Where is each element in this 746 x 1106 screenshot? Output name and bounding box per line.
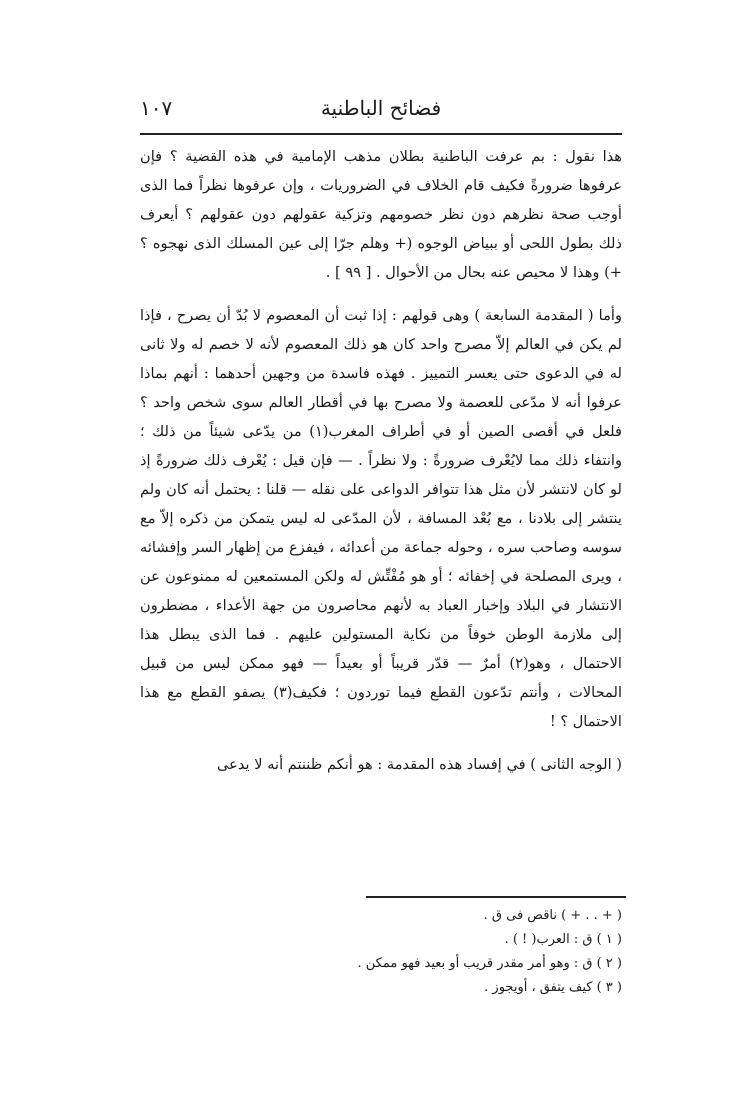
main-text	[140, 142, 622, 779]
footnote: ( ٣ ) كيف يتفق ، أويجوز .	[484, 980, 622, 995]
footnote: ( ٢ ) ق : وهو أمر مقدر قريب أو بعيد فهو ممكن .	[357, 956, 622, 971]
footnote-rule	[366, 896, 626, 898]
paragraph-3: ( الوجه الثانى ) في إفساد هذه المقدمة : هو أنكم ظننتم أنه لا يدعى	[217, 756, 622, 773]
paragraph-2: وأما ( المقدمة السابعة ) وهى قولهم : إذا ثبت أن المعصوم لا بُدّ أن يصرح ، فإذا لم يكن في العالم إلاّ مصرح واحد كان هو ذلك المعصوم لأنه لا خصم له ولا ثانى له في الدعوى حتى يعسر التمييز . فهذه فاسدة من وجهين أحدهما : أنهم بماذا عرفوا أنه لا مدّعى للعصمة ولا مصرح بها في أقطار العالم سوى شخص واحد ؟ فلعل في أقصى الصين أو في أطراف المغرب(١) من يدّعى شيئاً من ذلك ؛ وانتفاء ذلك مما لايُعْرف ضرورةً : ولا نظراً . — فإن قيل : يُعْرف ذلك ضرورةً إذ لو كان لانتشر لأن مثل هذا تتوافر الدواعى على نقله — قلنا : يحتمل أنه كان ولم ينتشر إلى بلادنا ، مع بُعْد المسافة ، لأن المدّعى له ليس يتمكن من ذكره إلاّ مع سوسه وصاحب سره ، وحوله جماعة من أعدائه ، فيفزع من إظهار السر وإفشائه ، ويرى المصلحة في إخفائه ؛ أو هو مُفْتِّش له ولكن المستمعين له ممنوعون عن الانتشار في البلاد وإخبار العباد به لأنهم محاصرون من جهة الأعداء ، مضطرون إلى ملازمة الوطن خوفاً من نكاية المستولين عليهم . فما الذى يبطل هذا الاحتمال ، وهو(٢) أمرٌ — قدّر قريباً أو بعيداً — فهو ممكن ليس من قبيل المحالات ، وأنتم تدّعون القطع فيما توردون ؛ فكيف(٣) يصفو القطع مع هذا الاحتمال ؟ !	[140, 307, 622, 730]
paragraph-1: هذا نقول : بم عرفت الباطنية بطلان مذهب الإمامية في هذه القضية ؟ فإن عرفوها ضرورةً فكيف قام الخلاف في الضروريات ، وإن عرفوها نظراً فما الذى أوجب صحة نظرهم دون نظر خصومهم وتزكية عقولهم دون عقولهم ؟ أيعرف ذلك بطول اللحى أو ببياض الوجوه (+ وهلم جرّا إلى عين المسلك الذى نهجوه ؟ +) وهذا لا محيص عنه بحال من الأحوال . [ ٩٩ ] .	[140, 148, 622, 281]
running-header	[140, 92, 622, 132]
header-rule	[140, 133, 622, 135]
footnotes	[250, 904, 622, 1000]
footnote: ( + . . + ) ناقص فى ق .	[483, 908, 622, 923]
page-number: ١٠٧	[140, 96, 173, 120]
page-title: فضائح الباطنية	[320, 96, 442, 120]
footnote: ( ١ ) ق : العرب( ! ) .	[504, 932, 622, 947]
